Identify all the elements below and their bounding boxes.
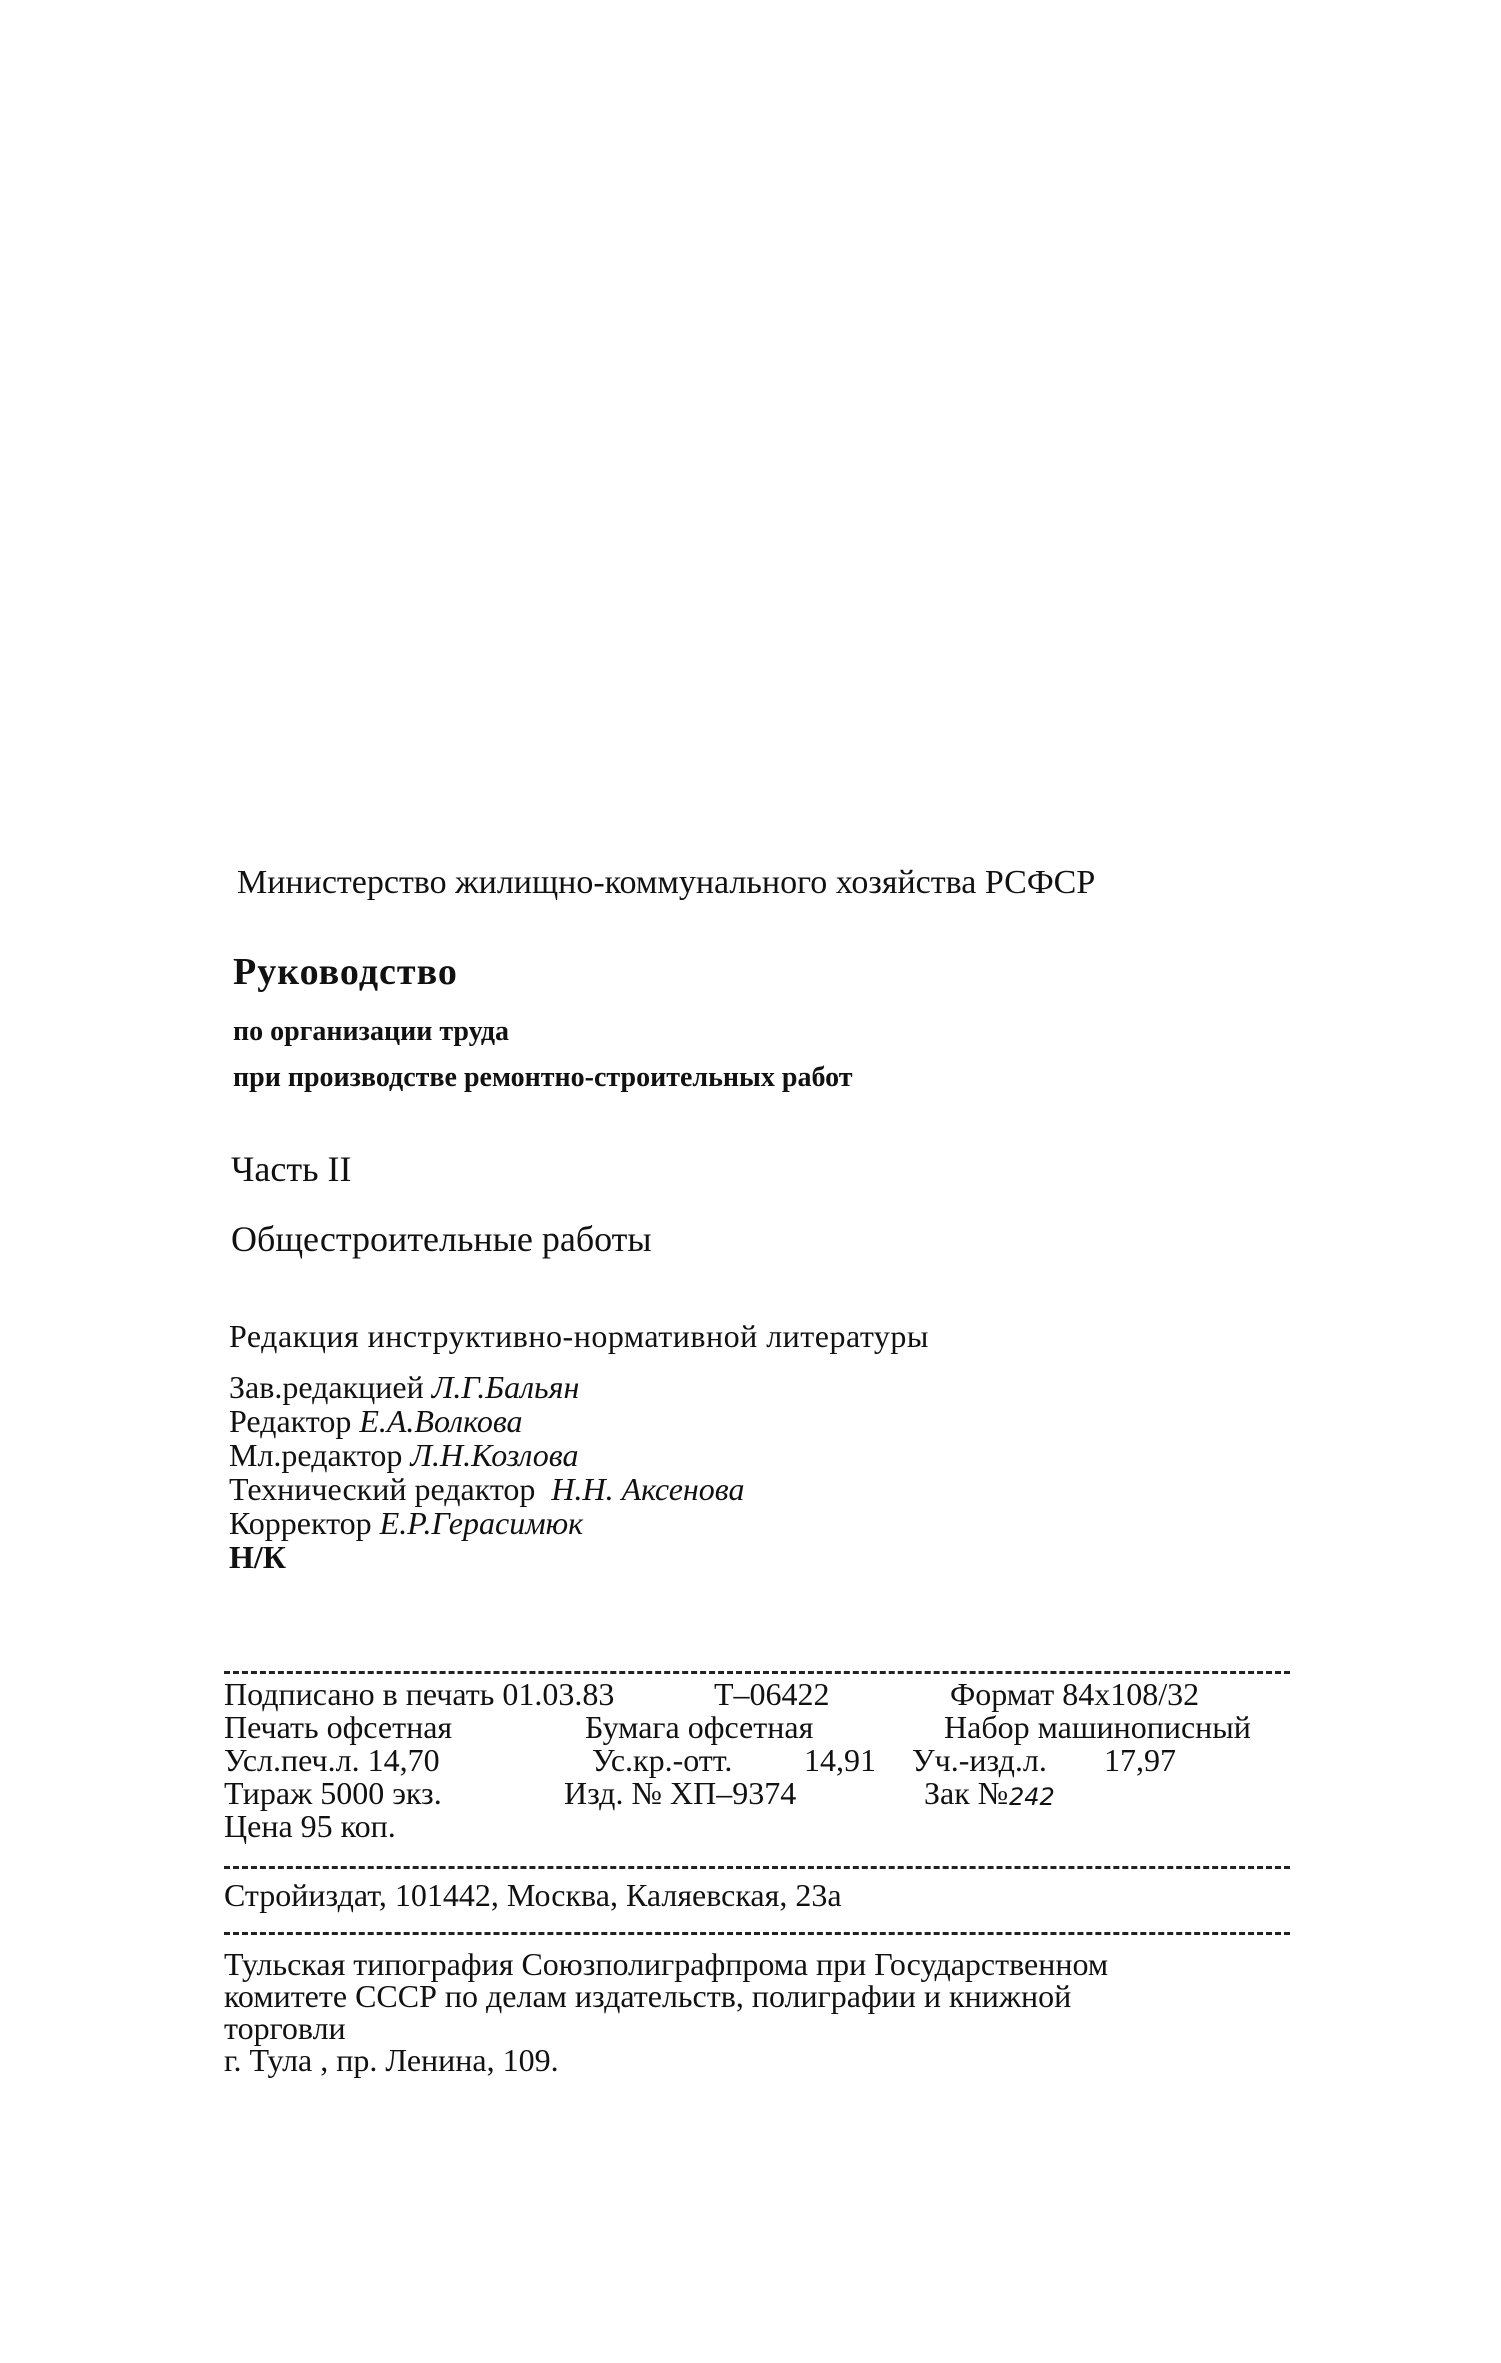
book-format: Формат 84x108/32 bbox=[950, 1676, 1200, 1712]
order-number-value: 242 bbox=[1009, 1783, 1055, 1811]
order-number-label: Зак № bbox=[924, 1775, 1009, 1811]
print-run: Тираж 5000 экз. bbox=[224, 1775, 442, 1811]
credits-list bbox=[229, 1370, 744, 1574]
credit-editor bbox=[229, 1404, 744, 1438]
printer-line-2: комитете СССР по делам издательств, полиграфии и книжной bbox=[224, 1978, 1072, 2014]
price: Цена 95 коп. bbox=[224, 1808, 396, 1844]
credit-role: Технический редактор bbox=[229, 1471, 536, 1507]
imprint-row-5 bbox=[224, 1810, 1294, 1843]
printer-info bbox=[224, 1948, 1284, 2076]
conventional-sheets: Усл.печ.л. 14,70 bbox=[224, 1742, 440, 1778]
color-impressions-label: Ус.кр.-отт. bbox=[592, 1742, 733, 1778]
color-impressions-value: 14,91 bbox=[804, 1742, 876, 1778]
publishing-sheets-value: 17,97 bbox=[1104, 1742, 1176, 1778]
nk-mark: Н/К bbox=[229, 1539, 286, 1575]
imprint-code: Т–06422 bbox=[714, 1676, 830, 1712]
credit-role: Редактор bbox=[229, 1403, 352, 1439]
credit-technical-editor bbox=[229, 1472, 744, 1506]
credit-name: Л.Н.Козлова bbox=[410, 1437, 579, 1473]
dashed-divider bbox=[224, 1932, 1290, 1935]
typeset-type: Набор машинописный bbox=[944, 1709, 1251, 1745]
ministry-name: Министерство жилищно-коммунального хозяйства РСФСР bbox=[237, 864, 1096, 901]
redaction-name: Редакция инструктивно-нормативной литературы bbox=[229, 1318, 929, 1354]
imprint-block bbox=[224, 1678, 1294, 1843]
subtitle-line-1: по организации труда bbox=[233, 1016, 510, 1047]
imprint-row-1 bbox=[224, 1678, 1294, 1711]
credit-role: Зав.редакцией bbox=[229, 1369, 424, 1405]
part-title: Общестроительные работы bbox=[231, 1219, 652, 1259]
printer-line-3: торговли bbox=[224, 2010, 346, 2046]
dashed-divider bbox=[224, 1866, 1290, 1869]
credit-proofreader bbox=[229, 1506, 744, 1540]
imprint-row-3 bbox=[224, 1744, 1294, 1777]
signed-to-print: Подписано в печать 01.03.83 bbox=[224, 1676, 615, 1712]
imprint-row-2 bbox=[224, 1711, 1294, 1744]
printer-line-4: г. Тула , пр. Ленина, 109. bbox=[224, 2042, 559, 2078]
credit-name: Е.А.Волкова bbox=[359, 1403, 523, 1439]
credit-head-editor bbox=[229, 1370, 744, 1404]
publication-number: Изд. № ХП–9374 bbox=[564, 1775, 797, 1811]
publishing-sheets-label: Уч.-изд.л. bbox=[912, 1742, 1047, 1778]
credit-role: Мл.редактор bbox=[229, 1437, 403, 1473]
publisher-address: Стройиздат, 101442, Москва, Каляевская, 23а bbox=[224, 1877, 842, 1913]
credit-role: Корректор bbox=[229, 1505, 372, 1541]
printer-line-1: Тульская типография Союзполиграфпрома при Государственном bbox=[224, 1946, 1109, 1982]
part-number: Часть II bbox=[231, 1149, 352, 1189]
credit-name: Е.Р.Герасимюк bbox=[379, 1505, 584, 1541]
credit-name: Л.Г.Бальян bbox=[431, 1369, 580, 1405]
book-title: Руководство bbox=[233, 951, 458, 993]
paper-type: Бумага офсетная bbox=[585, 1709, 814, 1745]
dashed-divider bbox=[224, 1671, 1290, 1674]
print-type: Печать офсетная bbox=[224, 1709, 453, 1745]
credit-junior-editor bbox=[229, 1438, 744, 1472]
credit-name: Н.Н. Аксенова bbox=[551, 1471, 745, 1507]
subtitle-line-2: при производстве ремонтно-строительных работ bbox=[233, 1062, 853, 1093]
imprint-row-4 bbox=[224, 1777, 1294, 1810]
